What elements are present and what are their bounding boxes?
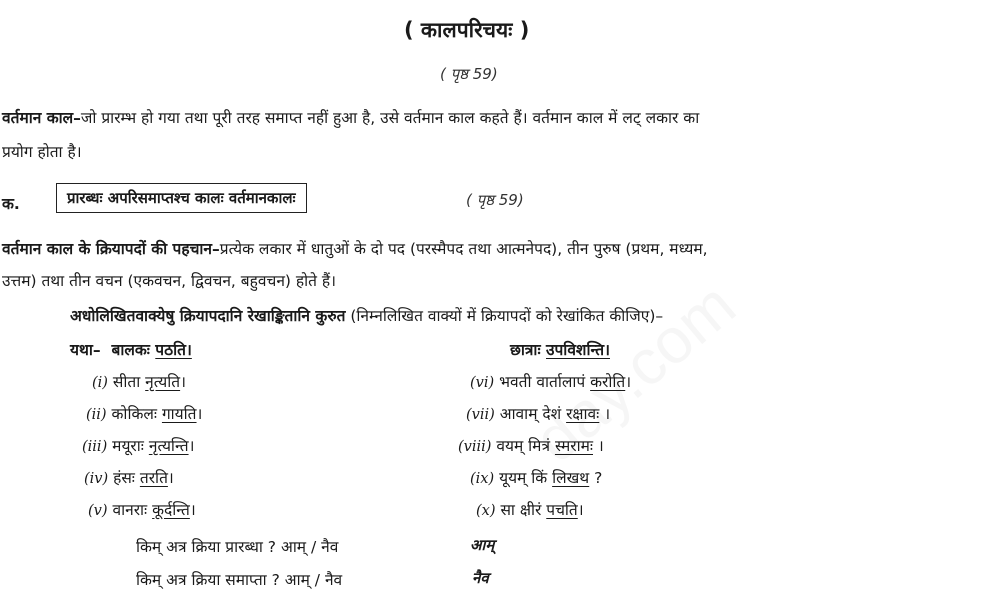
item-subject: मयूराः <box>112 437 149 455</box>
item-verb: रक्षावः <box>566 405 600 423</box>
identification-term: वर्तमान काल के क्रियापदों की पहचान– <box>2 240 220 258</box>
exercise-item <box>82 434 194 456</box>
item-verb: पचति <box>546 501 578 519</box>
exercise-item <box>84 466 174 488</box>
item-subject: यूयम् किं <box>499 469 553 487</box>
example-right <box>510 338 610 360</box>
identification-paragraph <box>2 237 708 259</box>
item-subject: हंसः <box>113 469 140 487</box>
exercise-item <box>476 498 584 520</box>
item-danda: । <box>196 405 203 423</box>
example-label: यथा– <box>70 341 101 359</box>
answer-1: आम् <box>470 536 495 554</box>
example-right-subject: छात्राः <box>510 341 541 359</box>
item-verb: नृत्यति <box>145 373 181 391</box>
exercise-instruction <box>70 304 663 326</box>
item-danda: । <box>189 501 196 519</box>
item-number: (ii) <box>86 407 107 423</box>
section-marker: क. <box>2 195 20 213</box>
chapter-title: ( कालपरिचयः ) <box>404 18 530 42</box>
item-number: (iii) <box>82 439 108 455</box>
answer-2: नैव <box>472 569 489 587</box>
item-number: (vi) <box>470 375 495 391</box>
item-verb: कूर्दन्ति <box>152 501 190 519</box>
exercise-item <box>88 498 196 520</box>
present-tense-term: वर्तमान काल– <box>2 109 81 127</box>
exercise-item <box>470 370 631 392</box>
item-number: (x) <box>476 503 496 519</box>
item-number: (ix) <box>470 471 495 487</box>
item-subject: वानराः <box>112 501 153 519</box>
item-verb: लिखथ <box>552 469 590 487</box>
instruction-normal: (निम्नलिखित वाक्यों में क्रियापदों को रेखांकित कीजिए)– <box>345 307 664 325</box>
instruction-bold: अधोलिखितवाक्येषु क्रियापदानि रेखाङ्कितानि कुरुत <box>70 307 346 325</box>
exercise-item <box>458 434 604 456</box>
item-verb: तरति <box>139 469 168 487</box>
item-number: (v) <box>88 503 108 519</box>
example-right-verb: उपविशन्ति। <box>546 341 610 359</box>
section-page-reference: ( पृष्ठ 59) <box>466 191 524 209</box>
present-tense-line1: जो प्रारम्भ हो गया तथा पूरी तरह समाप्त नहीं हुआ है, उसे वर्तमान काल कहते हैं। वर्तमान काल में लट् लकार का <box>80 109 700 127</box>
item-subject: सीता <box>112 373 146 391</box>
page-reference: ( पृष्ठ 59) <box>440 65 498 83</box>
item-subject: सा क्षीरं <box>500 501 547 519</box>
example-left-verb: पठति। <box>155 341 192 359</box>
exercise-item <box>470 466 602 488</box>
example-left-subject: बालकः <box>111 341 150 359</box>
exercise-item <box>86 402 202 424</box>
item-subject: वयम् मित्रं <box>496 437 555 455</box>
item-verb: नृत्यन्ति <box>148 437 189 455</box>
exercise-item <box>466 402 610 424</box>
present-tense-definition <box>2 106 699 128</box>
present-tense-line2: प्रयोग होता है। <box>2 143 82 161</box>
boxed-definition: प्रारब्धः अपरिसमाप्तश्च कालः वर्तमानकालः <box>56 183 307 213</box>
item-subject: कोकिलः <box>111 405 162 423</box>
item-danda: । <box>625 373 632 391</box>
example-left <box>70 338 192 360</box>
question-2: किम् अत्र क्रिया समाप्ता ? आम् / नैव <box>136 571 343 589</box>
item-danda: । <box>599 405 611 423</box>
item-danda: । <box>188 437 195 455</box>
identification-line2: उत्तम) तथा तीन वचन (एकवचन, द्विवचन, बहुवचन) होते हैं। <box>2 272 337 290</box>
item-number: (viii) <box>458 439 492 455</box>
item-danda: ? <box>589 469 603 487</box>
item-verb: करोति <box>590 373 626 391</box>
item-subject: आवाम् देशं <box>499 405 567 423</box>
item-number: (vii) <box>466 407 495 423</box>
item-danda: । <box>167 469 174 487</box>
item-danda: । <box>593 437 604 455</box>
question-1: किम् अत्र क्रिया प्रारब्धा ? आम् / नैव <box>136 538 339 556</box>
item-danda: । <box>180 373 186 391</box>
identification-line1: प्रत्येक लकार में धातुओं के दो पद (परस्मैपद तथा आत्मनेपद), तीन पुरुष (प्रथम, मध्यम, <box>219 240 708 258</box>
item-verb: गायति <box>161 405 197 423</box>
item-subject: भवती वार्तालापं <box>499 373 591 391</box>
item-danda: । <box>577 501 584 519</box>
item-number: (iv) <box>84 471 109 487</box>
item-verb: स्मरामः <box>554 437 593 455</box>
item-number: (i) <box>92 375 108 391</box>
exercise-item <box>92 370 186 392</box>
